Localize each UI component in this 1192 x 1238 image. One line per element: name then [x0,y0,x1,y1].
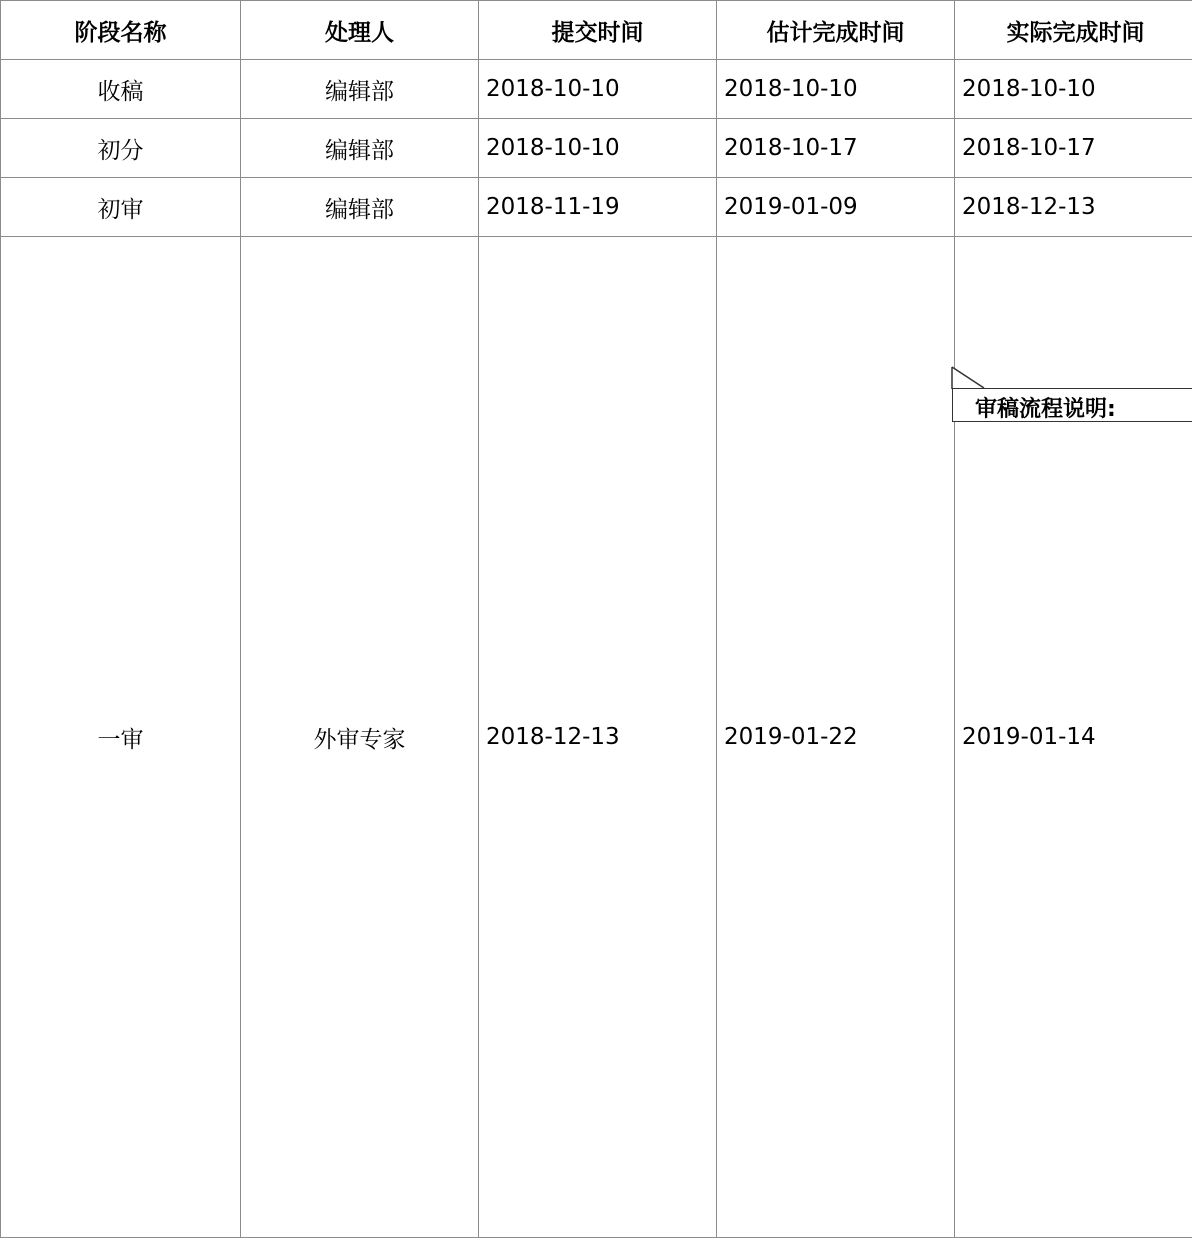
header-submit-time: 提交时间 [479,1,717,60]
estimated-completion-cell: 2018-10-17 [717,119,955,178]
review-process-note-tooltip[interactable] [952,388,1192,422]
header-actual-completion: 实际完成时间 [955,1,1192,60]
estimated-completion-cell: 2018-10-10 [717,60,955,119]
stage-name-cell: 收稿 [1,60,241,119]
table-row [1,60,1192,119]
stage-name-cell: 一审 [1,237,241,1238]
estimated-completion-cell: 2019-01-22 [717,237,955,1238]
submit-time-cell: 2018-12-13 [479,237,717,1238]
actual-completion-cell: 2018-12-13 [955,178,1192,237]
table-row [1,237,1192,1238]
submit-time-cell: 2018-10-10 [479,60,717,119]
submit-time-cell: 2018-11-19 [479,178,717,237]
header-stage-name: 阶段名称 [1,1,241,60]
handler-cell: 外审专家 [241,237,479,1238]
table-row [1,178,1192,237]
stage-name-cell: 初分 [1,119,241,178]
handler-cell: 编辑部 [241,178,479,237]
estimated-completion-cell: 2019-01-09 [717,178,955,237]
handler-cell: 编辑部 [241,119,479,178]
header-handler: 处理人 [241,1,479,60]
table-row [1,119,1192,178]
submit-time-cell: 2018-10-10 [479,119,717,178]
review-process-note-label: 审稿流程说明: [975,392,1116,423]
callout-pointer-icon [951,366,985,390]
actual-completion-cell: 2018-10-17 [955,119,1192,178]
stage-name-cell: 初审 [1,178,241,237]
handler-cell: 编辑部 [241,60,479,119]
table-header-row [1,1,1192,60]
actual-completion-cell: 2018-10-10 [955,60,1192,119]
actual-completion-cell: 2019-01-14 [955,237,1192,1238]
header-estimated-completion: 估计完成时间 [717,1,955,60]
